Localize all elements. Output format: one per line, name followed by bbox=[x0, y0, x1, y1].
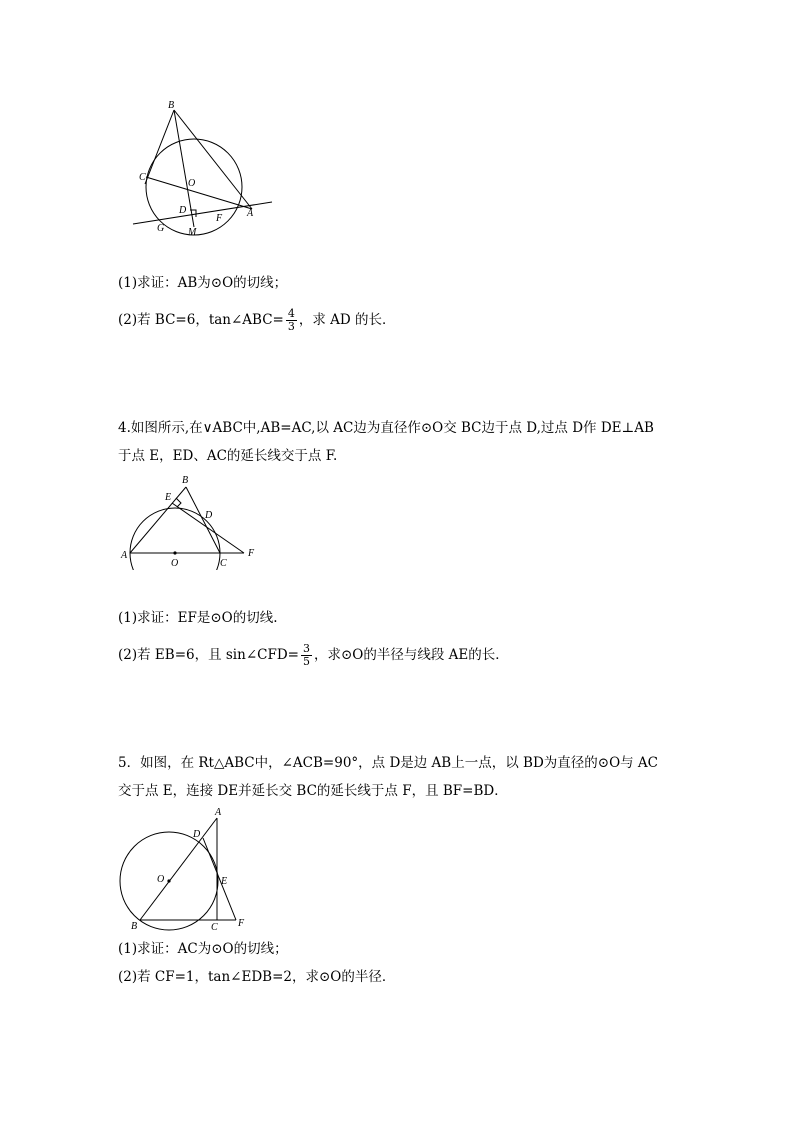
label-D: D bbox=[179, 205, 187, 216]
label-O: O bbox=[188, 178, 196, 189]
label-B: B bbox=[168, 100, 175, 111]
q3-part2-tail: ，求 AD 的长． bbox=[298, 312, 396, 328]
figure-q4 bbox=[115, 470, 265, 570]
label-F: F bbox=[216, 213, 223, 224]
q4-fraction: $\frac{3}{5}$ bbox=[302, 642, 310, 668]
label-F: F bbox=[248, 548, 255, 559]
label-M: M bbox=[188, 227, 197, 238]
q5-part2: (2)若 CF=1，tan∠EDB=2，求⊙O的半径． bbox=[118, 969, 396, 985]
label-C: C bbox=[220, 558, 227, 569]
label-D: D bbox=[205, 510, 213, 521]
label-E: E bbox=[165, 492, 172, 503]
q4-part2 bbox=[118, 637, 509, 673]
q4-stem-line1: 4.如图所示,在∨ABC中,AB=AC,以 AC边为直径作⊙O交 BC边于点 D,过点 D作 DE⊥AB bbox=[118, 420, 654, 436]
label-C: C bbox=[139, 172, 146, 183]
label-O: O bbox=[157, 874, 165, 885]
q4-part1: (1)求证：EF是⊙O的切线. bbox=[118, 610, 278, 626]
label-E: E bbox=[221, 876, 228, 887]
q5-stem-line1: 5．如图，在 Rt△ABC中，∠ACB=90°，点 D是边 AB上一点，以 BD为直径的⊙O与 AC bbox=[118, 755, 659, 771]
label-A: A bbox=[247, 208, 254, 219]
label-C: C bbox=[211, 922, 218, 933]
q5-part1: (1)求证：AC为⊙O的切线； bbox=[118, 941, 288, 957]
q3-part2-text: (2)若 BC=6，tan∠ABC= bbox=[118, 312, 284, 328]
label-D: D bbox=[193, 829, 201, 840]
q5-stem-line2: 交于点 E，连接 DE并延长交 BC的延长线于点 F，且 BF=BD． bbox=[118, 783, 508, 799]
q4-part2-text: (2)若 EB=6，且 sin∠CFD= bbox=[118, 647, 299, 663]
label-A: A bbox=[121, 550, 128, 561]
label-G: G bbox=[157, 223, 165, 234]
q3-part1: (1)求证：AB为⊙O的切线； bbox=[118, 275, 288, 291]
q4-stem-line2: 于点 E，ED、AC的延长线交于点 F. bbox=[118, 448, 338, 464]
figure-q5 bbox=[115, 805, 255, 935]
label-A: A bbox=[215, 807, 222, 818]
label-B: B bbox=[182, 475, 189, 486]
q4-part2-tail: ，求⊙O的半径与线段 AE的长． bbox=[313, 647, 509, 663]
q3-part2 bbox=[118, 302, 396, 338]
figure-q3 bbox=[125, 95, 295, 240]
label-F: F bbox=[238, 918, 245, 929]
label-O: O bbox=[171, 558, 179, 569]
q3-fraction: $\frac{4}{3}$ bbox=[287, 307, 295, 333]
label-B: B bbox=[131, 921, 138, 932]
